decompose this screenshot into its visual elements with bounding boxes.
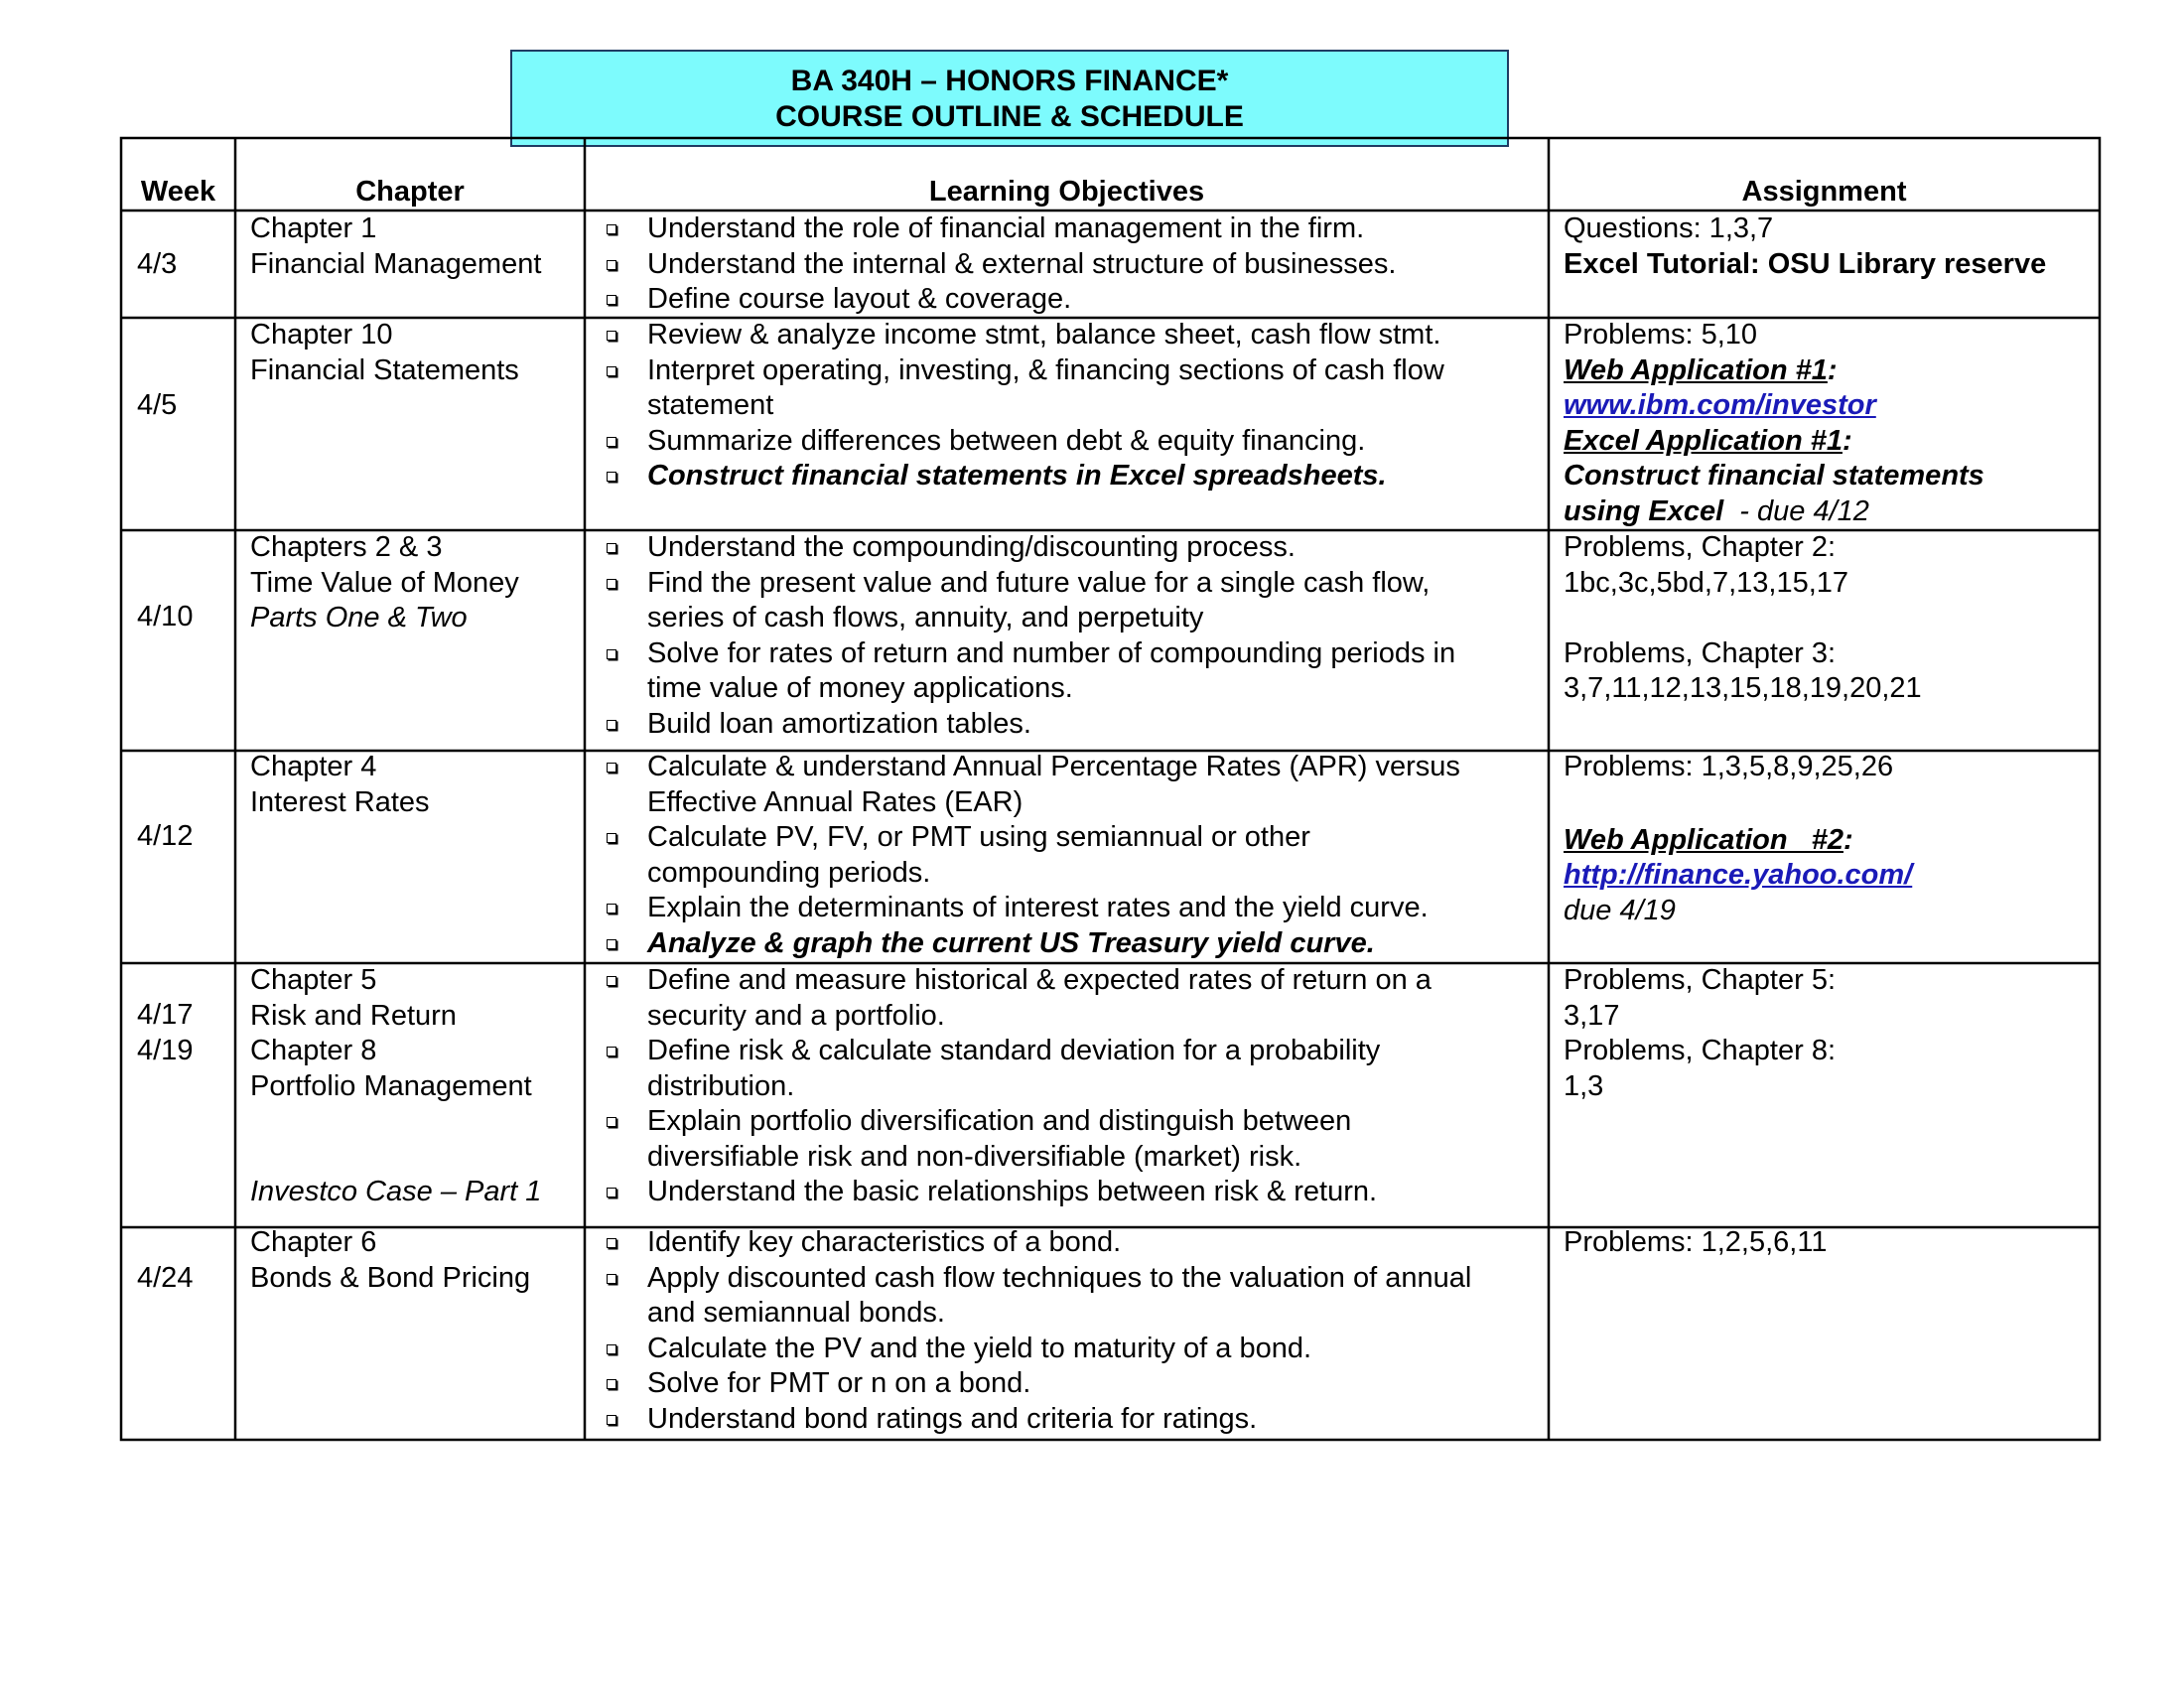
assignment-line: [1564, 858, 1912, 894]
title-banner: [510, 50, 1509, 147]
objectives-cell: [585, 211, 1396, 318]
objective-item: Calculate the PV and the yield to maturity of a bond.: [585, 1332, 1471, 1367]
chapter-line: Investco Case – Part 1: [250, 1176, 542, 1207]
chapter-line: Chapter 8: [250, 1035, 377, 1066]
week-cell: 4/5: [137, 389, 178, 421]
checkbox-bullet-icon: [607, 649, 616, 659]
chapter-line: Time Value of Money: [250, 566, 519, 599]
week-cell: [137, 998, 193, 1068]
assignment-cell: [1564, 750, 1912, 928]
objective-item: Construct financial statements in Excel spreadsheets.: [585, 459, 1444, 494]
objective-item: Summarize differences between debt & equity financing.: [585, 424, 1444, 460]
objective-item: Analyze & graph the current US Treasury yield curve.: [585, 926, 1460, 962]
assignment-line: 3,17: [1564, 999, 1620, 1032]
chapter-cell: [250, 750, 430, 820]
assignment-line: using Excel - due 4/12: [1564, 494, 1869, 527]
checkbox-bullet-icon: [607, 224, 616, 234]
chapter-cell: [250, 530, 519, 636]
week-line: 4/19: [137, 1034, 194, 1066]
objective-item: Understand the basic relationships between risk & return.: [585, 1175, 1432, 1210]
objective-item: Apply discounted cash flow techniques to the valuation of annual and semiannual bonds.: [585, 1261, 1471, 1332]
assignment-line: 3,7,11,12,13,15,18,19,20,21: [1564, 672, 1922, 704]
assignment-line: Problems, Chapter 3:: [1564, 636, 1837, 669]
assignment-line: Web Application #2:: [1564, 823, 1853, 856]
assignment-line: Problems, Chapter 5:: [1564, 964, 1837, 996]
chapter-line: Chapter 6: [250, 1226, 377, 1258]
assignment-cell: [1564, 1225, 1827, 1261]
checkbox-bullet-icon: [607, 1274, 616, 1284]
objective-item: Calculate & understand Annual Percentage Rates (APR) versus Effective Annual Rates (EAR): [585, 750, 1460, 820]
objective-item: Define and measure historical & expected rates of return on a security and a portfolio.: [585, 963, 1432, 1034]
title-line-2: COURSE OUTLINE & SCHEDULE: [775, 100, 1244, 133]
checkbox-bullet-icon: [607, 1047, 616, 1056]
assignment-line: Construct financial statements: [1564, 460, 1984, 492]
web-application-label: Web Application #2: [1564, 823, 1843, 856]
checkbox-bullet-icon: [607, 437, 616, 447]
web-application-label: Web Application #1: [1564, 353, 1828, 386]
objective-item: Define risk & calculate standard deviation for a probability distribution.: [585, 1034, 1432, 1104]
chapter-line: Risk and Return: [250, 999, 457, 1032]
week-line: 4/17: [137, 999, 194, 1031]
objectives-cell: [585, 318, 1444, 494]
objective-item: Explain portfolio diversification and distinguish between diversifiable risk and non-diversifiable (market) risk.: [585, 1104, 1432, 1175]
chapter-line: Chapter 5: [250, 964, 377, 996]
checkbox-bullet-icon: [607, 904, 616, 914]
header-week: Week: [140, 176, 216, 208]
checkbox-bullet-icon: [607, 976, 616, 986]
objectives-cell: [585, 530, 1455, 742]
assignment-cell: [1564, 318, 1984, 529]
checkbox-bullet-icon: [607, 543, 616, 553]
assignment-line: Web Application #1:: [1564, 353, 1838, 386]
chapter-line: Bonds & Bond Pricing: [250, 1261, 531, 1294]
checkbox-bullet-icon: [607, 1379, 616, 1389]
header-assignment: Assignment: [1741, 176, 1907, 208]
checkbox-bullet-icon: [607, 331, 616, 341]
checkbox-bullet-icon: [607, 833, 616, 843]
assignment-line: 1bc,3c,5bd,7,13,15,17: [1564, 566, 1849, 599]
checkbox-bullet-icon: [607, 366, 616, 376]
objective-item: Solve for rates of return and number of compounding periods in time value of money applications.: [585, 636, 1455, 707]
checkbox-bullet-icon: [607, 472, 616, 482]
assignment-line: 1,3: [1564, 1069, 1604, 1102]
objective-item: Build loan amortization tables.: [585, 707, 1455, 743]
objective-item: Review & analyze income stmt, balance sheet, cash flow stmt.: [585, 318, 1444, 353]
assignment-cell: [1564, 211, 2046, 282]
chapter-line: Chapter 1: [250, 212, 377, 244]
objective-item: Understand bond ratings and criteria for ratings.: [585, 1402, 1471, 1438]
assignment-line: due 4/19: [1564, 894, 1676, 926]
assignment-line: Problems: 1,3,5,8,9,25,26: [1564, 751, 1894, 782]
chapter-line: Interest Rates: [250, 785, 430, 818]
chapter-line: Financial Management: [250, 247, 542, 280]
checkbox-bullet-icon: [607, 1344, 616, 1354]
chapter-cell: [250, 1225, 530, 1296]
checkbox-bullet-icon: [607, 579, 616, 589]
assignment-line: Problems, Chapter 8:: [1564, 1035, 1837, 1066]
assignment-line: Problems: 1,2,5,6,11: [1564, 1226, 1828, 1258]
chapter-cell: [250, 963, 541, 1210]
checkbox-bullet-icon: [607, 720, 616, 730]
assignment-line: Problems: 5,10: [1564, 319, 1758, 351]
ibm-investor-link[interactable]: www.ibm.com/investor: [1564, 389, 1876, 421]
assignment-line: Problems, Chapter 2:: [1564, 531, 1837, 563]
week-cell: 4/24: [137, 1262, 194, 1294]
checkbox-bullet-icon: [607, 939, 616, 949]
chapter-line: Chapters 2 & 3: [250, 531, 443, 563]
objectives-cell: [585, 1225, 1471, 1437]
objective-item: Solve for PMT or n on a bond.: [585, 1366, 1471, 1402]
objective-item: Define course layout & coverage.: [585, 282, 1396, 318]
week-cell: 4/10: [137, 601, 194, 633]
objective-item: Identify key characteristics of a bond.: [585, 1225, 1471, 1261]
assignment-line: Questions: 1,3,7: [1564, 212, 1774, 244]
assignment-line: Excel Tutorial: OSU Library reserve: [1564, 247, 2047, 280]
objectives-cell: [585, 963, 1432, 1210]
objective-item: Find the present value and future value for a single cash flow, series of cash flows, annuity, and perpetuity: [585, 566, 1455, 636]
header-chapter: Chapter: [355, 176, 465, 208]
checkbox-bullet-icon: [607, 1238, 616, 1248]
objective-item: Understand the compounding/discounting process.: [585, 530, 1455, 566]
chapter-line: Chapter 10: [250, 319, 393, 351]
objective-item: Explain the determinants of interest rates and the yield curve.: [585, 891, 1460, 926]
chapter-line: Parts One & Two: [250, 602, 468, 633]
excel-application-label: Excel Application #1: [1564, 424, 1843, 457]
chapter-cell: [250, 211, 541, 282]
assignment-line: [1564, 388, 1984, 424]
objective-item: Understand the role of financial management in the firm.: [585, 211, 1396, 247]
chapter-line: Chapter 4: [250, 751, 377, 782]
chapter-cell: [250, 318, 519, 388]
assignment-cell: [1564, 530, 1922, 707]
checkbox-bullet-icon: [607, 1188, 616, 1197]
chapter-line: Financial Statements: [250, 353, 519, 386]
chapter-line: Portfolio Management: [250, 1069, 532, 1102]
title-line-1: BA 340H – HONORS FINANCE*: [790, 65, 1229, 97]
objective-item: Calculate PV, FV, or PMT using semiannual or other compounding periods.: [585, 820, 1460, 891]
yahoo-finance-link[interactable]: http://finance.yahoo.com/: [1564, 859, 1913, 891]
header-objectives: Learning Objectives: [928, 176, 1205, 208]
week-cell: 4/3: [137, 248, 178, 280]
objective-item: Understand the internal & external structure of businesses.: [585, 247, 1396, 283]
objective-item: Interpret operating, investing, & financing sections of cash flow statement: [585, 353, 1444, 424]
checkbox-bullet-icon: [607, 260, 616, 270]
week-cell: 4/12: [137, 820, 194, 852]
checkbox-bullet-icon: [607, 295, 616, 305]
checkbox-bullet-icon: [607, 1415, 616, 1425]
objectives-cell: [585, 750, 1460, 961]
assignment-line: Excel Application #1:: [1564, 424, 1852, 457]
assignment-cell: [1564, 963, 1836, 1104]
checkbox-bullet-icon: [607, 1117, 616, 1127]
checkbox-bullet-icon: [607, 763, 616, 773]
